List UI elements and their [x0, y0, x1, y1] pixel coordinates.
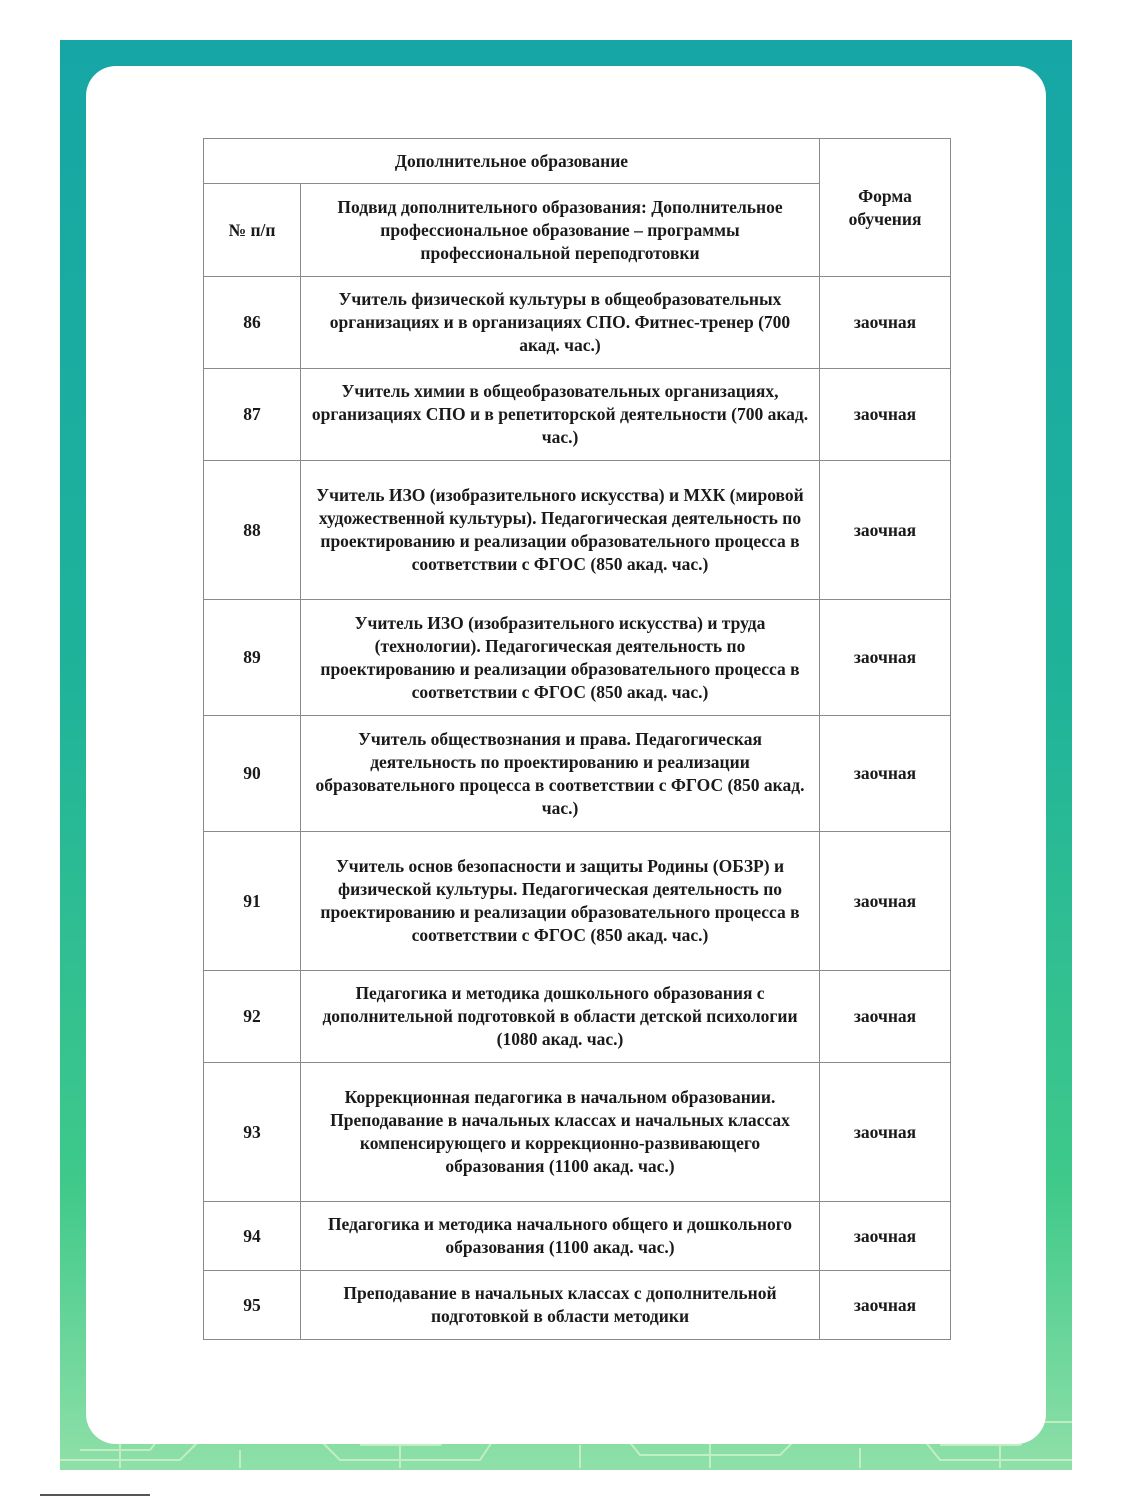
table-row: [204, 600, 951, 716]
row-program-title: Учитель основ безопасности и защиты Родины (ОБЗР) и физической культуры. Педагогическая деятельность по проектированию и реализации образовательного процесса в соответствии с ФГОС (850 акад. час.): [301, 832, 820, 971]
row-number: 92: [204, 971, 301, 1063]
row-number: 95: [204, 1271, 301, 1340]
table-row: [204, 461, 951, 600]
num-header-cell: № п/п: [204, 184, 301, 277]
table-row: [204, 369, 951, 461]
programs-table: [203, 138, 951, 1340]
row-program-title: Учитель обществознания и права. Педагогическая деятельность по проектированию и реализации образовательного процесса в соответствии с ФГОС (850 акад. час.): [301, 716, 820, 832]
form-header-cell: Форма обучения: [820, 139, 951, 277]
row-study-form: заочная: [820, 461, 951, 600]
row-study-form: заочная: [820, 1063, 951, 1202]
row-program-title: Педагогика и методика начального общего и дошкольного образования (1100 акад. час.): [301, 1202, 820, 1271]
row-number: 88: [204, 461, 301, 600]
row-study-form: заочная: [820, 369, 951, 461]
row-number: 91: [204, 832, 301, 971]
table-row: [204, 716, 951, 832]
row-program-title: Коррекционная педагогика в начальном образовании. Преподавание в начальных классах и начальных классах компенсирующего и коррекционно-развивающего образования (1100 акад. час.): [301, 1063, 820, 1202]
subtype-header-cell: Подвид дополнительного образования: Дополнительное профессиональное образование – программы профессиональной переподготовки: [301, 184, 820, 277]
row-study-form: заочная: [820, 1271, 951, 1340]
row-program-title: Учитель физической культуры в общеобразовательных организациях и в организациях СПО. Фитнес-тренер (700 акад. час.): [301, 277, 820, 369]
row-program-title: Учитель химии в общеобразовательных организациях, организациях СПО и в репетиторской деятельности (700 акад. час.): [301, 369, 820, 461]
table-header-row: [204, 139, 951, 184]
row-study-form: заочная: [820, 1202, 951, 1271]
table-row: [204, 1202, 951, 1271]
row-number: 87: [204, 369, 301, 461]
row-program-title: Учитель ИЗО (изобразительного искусства) и МХК (мировой художественной культуры). Педагогическая деятельность по проектированию и реализации образовательного процесса в соответствии с ФГОС (850 акад. час.): [301, 461, 820, 600]
table-row: [204, 1271, 951, 1340]
row-number: 90: [204, 716, 301, 832]
table-row: [204, 971, 951, 1063]
row-study-form: заочная: [820, 971, 951, 1063]
row-study-form: заочная: [820, 600, 951, 716]
row-program-title: Педагогика и методика дошкольного образования с дополнительной подготовкой в области детской психологии (1080 акад. час.): [301, 971, 820, 1063]
group-title-cell: Дополнительное образование: [204, 139, 820, 184]
row-program-title: Преподавание в начальных классах с дополнительной подготовкой в области методики: [301, 1271, 820, 1340]
row-number: 93: [204, 1063, 301, 1202]
row-number: 86: [204, 277, 301, 369]
table-row: [204, 1063, 951, 1202]
table-row: [204, 832, 951, 971]
row-number: 94: [204, 1202, 301, 1271]
scan-artifact: [40, 1494, 150, 1496]
row-number: 89: [204, 600, 301, 716]
table-row: [204, 277, 951, 369]
row-study-form: заочная: [820, 277, 951, 369]
row-study-form: заочная: [820, 832, 951, 971]
row-study-form: заочная: [820, 716, 951, 832]
row-program-title: Учитель ИЗО (изобразительного искусства) и труда (технологии). Педагогическая деятельность по проектированию и реализации образовательного процесса в соответствии с ФГОС (850 акад. час.): [301, 600, 820, 716]
